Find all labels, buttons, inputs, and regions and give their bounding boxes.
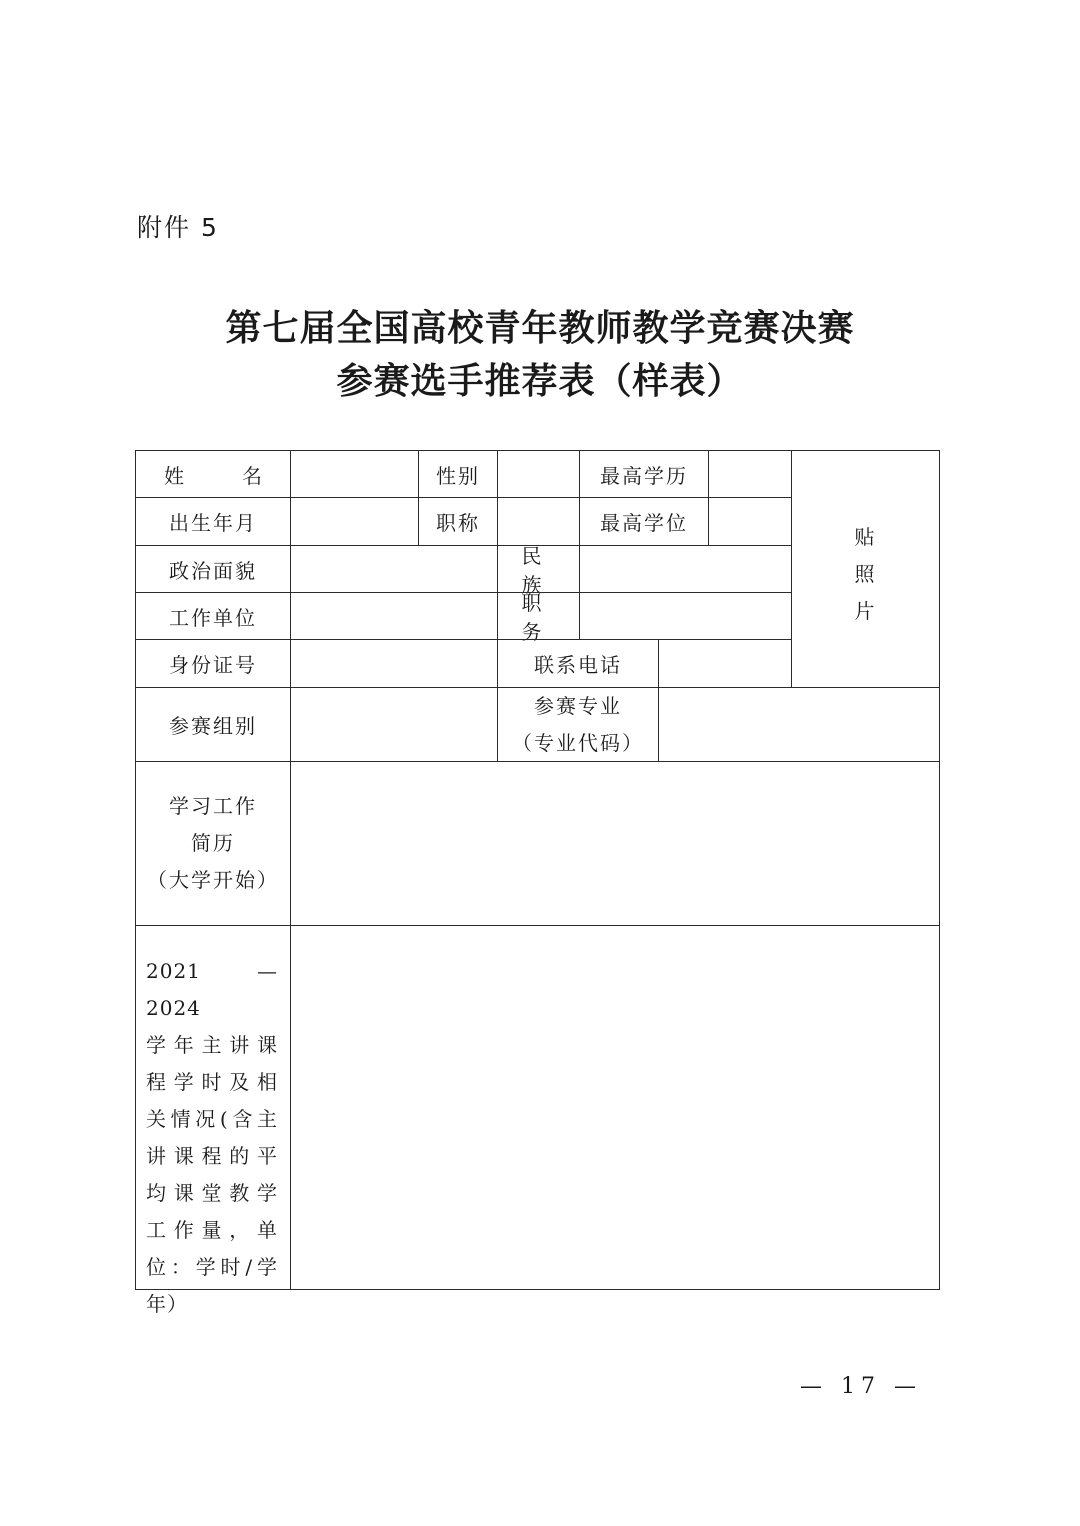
courses-label-line: 讲课程的平	[146, 1144, 278, 1168]
highest-degree-field[interactable]	[708, 497, 792, 546]
courses-label-line: 均课堂教学	[146, 1181, 278, 1205]
id-number-field[interactable]	[290, 639, 498, 688]
major-label-line: （专业代码）	[512, 730, 644, 755]
resume-label-line: （大学开始）	[147, 868, 279, 892]
photo-area[interactable]	[791, 450, 940, 688]
resume-field[interactable]	[290, 761, 940, 926]
name-field[interactable]	[290, 450, 419, 498]
id-number-label: 身份证号	[135, 639, 291, 688]
work-unit-label: 工作单位	[135, 592, 291, 640]
resume-label	[135, 761, 291, 926]
position-label: 职 务	[497, 592, 580, 640]
courses-field[interactable]	[290, 925, 940, 1290]
work-unit-field[interactable]	[290, 592, 498, 640]
ethnicity-field[interactable]	[579, 545, 792, 593]
highest-education-label: 最高学历	[579, 450, 709, 498]
courses-label	[135, 925, 291, 1316]
political-label: 政治面貌	[135, 545, 291, 593]
courses-label-line: 年）	[146, 1292, 188, 1316]
page-title-line2: 参赛选手推荐表（样表）	[336, 361, 744, 402]
photo-label-char: 照	[854, 562, 877, 586]
photo-label-char: 片	[854, 599, 877, 623]
phone-label: 联系电话	[497, 639, 659, 688]
major-field[interactable]	[658, 687, 940, 762]
attachment-label: 附件 5	[137, 213, 219, 242]
gender-field[interactable]	[497, 450, 580, 498]
courses-label-line: 程学时及相	[146, 1070, 278, 1094]
highest-degree-label: 最高学位	[579, 497, 709, 546]
major-label-line: 参赛专业	[534, 693, 622, 718]
group-label: 参赛组别	[135, 687, 291, 762]
name-label-char: 名	[242, 463, 262, 488]
title-rank-field[interactable]	[497, 497, 580, 546]
resume-label-line: 学习工作	[169, 794, 257, 818]
birth-field[interactable]	[290, 497, 419, 546]
courses-label-line: 关情况(含主	[146, 1107, 278, 1131]
name-label	[135, 450, 291, 498]
name-label-char: 姓	[164, 463, 184, 488]
political-field[interactable]	[290, 545, 498, 593]
courses-label-line: 学年主讲课	[146, 1033, 278, 1057]
courses-label-line: 位：学时/学	[146, 1255, 278, 1279]
title-rank-label: 职称	[418, 497, 498, 546]
gender-label: 性别	[418, 450, 498, 498]
resume-label-line: 简历	[191, 831, 235, 855]
group-field[interactable]	[290, 687, 498, 762]
courses-label-line: 2021 — 2024	[146, 959, 286, 1020]
courses-label-line: 工作量，单	[146, 1218, 278, 1242]
birth-label: 出生年月	[135, 497, 291, 546]
highest-education-field[interactable]	[708, 450, 792, 498]
position-field[interactable]	[579, 592, 792, 640]
page-title-line1: 第七届全国高校青年教师教学竞赛决赛	[225, 308, 855, 349]
major-label	[497, 687, 659, 762]
photo-label-char: 贴	[854, 525, 877, 549]
phone-field[interactable]	[658, 639, 792, 688]
page-number: — 17 —	[800, 1374, 922, 1399]
ethnicity-label: 民 族	[497, 545, 580, 593]
